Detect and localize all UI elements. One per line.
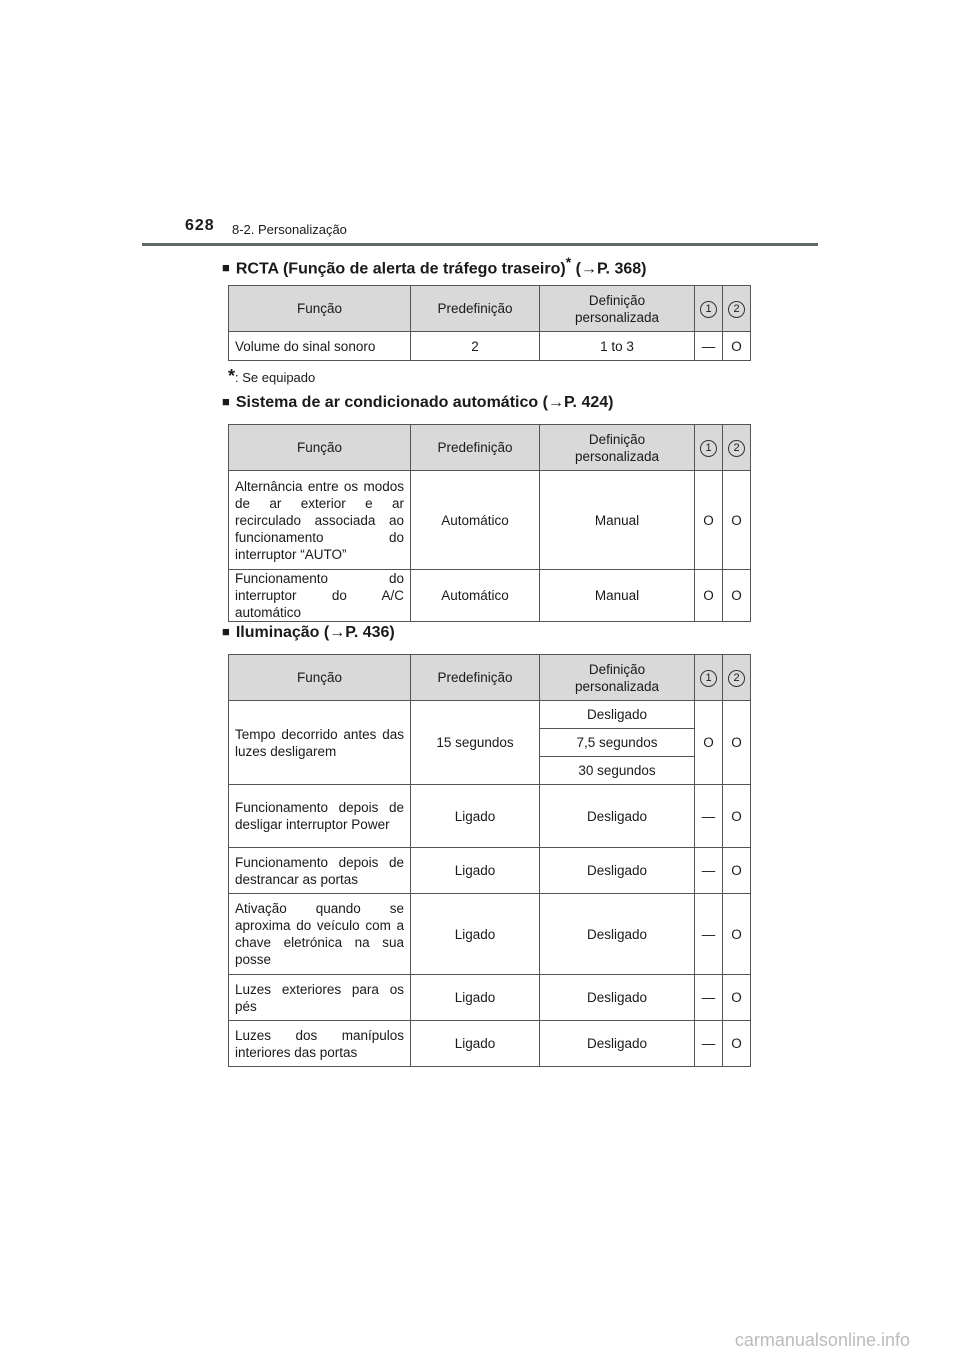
method2-icon: 2 <box>728 440 745 457</box>
cell-function: Volume do sinal sonoro <box>229 332 411 361</box>
cell-method2: O <box>723 848 751 894</box>
table-row <box>229 701 751 729</box>
col-header-method1 <box>695 425 723 471</box>
heading-ac-ref[interactable]: (→P. 424) <box>542 394 614 411</box>
cell-method1: — <box>695 894 723 975</box>
cell-custom: 30 segundos <box>540 757 695 785</box>
cell-method1: — <box>695 332 723 361</box>
cell-method2: O <box>723 701 751 785</box>
table-row <box>229 975 751 1021</box>
bullet-icon: ■ <box>222 260 230 276</box>
table-row <box>229 570 751 622</box>
table-rcta <box>228 285 751 361</box>
cell-default: 2 <box>411 332 540 361</box>
table-row <box>229 848 751 894</box>
cell-method2: O <box>723 332 751 361</box>
table-ac <box>228 424 751 622</box>
heading-lighting-ref[interactable]: (→P. 436) <box>323 624 395 641</box>
cell-custom: Desligado <box>540 1021 695 1067</box>
cell-custom: Desligado <box>540 785 695 848</box>
cell-custom: Desligado <box>540 701 695 729</box>
cell-function: Funcionamento depois de destrancar as portas <box>229 848 411 894</box>
cell-custom: Desligado <box>540 975 695 1021</box>
col-header-custom: Definição personalizada <box>540 425 695 471</box>
cell-method2: O <box>723 1021 751 1067</box>
cell-method1: — <box>695 848 723 894</box>
col-header-method2 <box>723 286 751 332</box>
cell-function: Luzes exteriores para os pés <box>229 975 411 1021</box>
col-header-function: Função <box>229 655 411 701</box>
cell-method1: — <box>695 785 723 848</box>
col-header-default: Predefinição <box>411 286 540 332</box>
col-header-default: Predefinição <box>411 655 540 701</box>
page-number: 628 <box>185 217 215 234</box>
cell-default: 15 segundos <box>411 701 540 785</box>
col-header-custom: Definição personalizada <box>540 655 695 701</box>
col-header-default: Predefinição <box>411 425 540 471</box>
cell-default: Ligado <box>411 975 540 1021</box>
footnote-text: : Se equipado <box>235 370 316 385</box>
table-row <box>229 471 751 570</box>
bullet-icon: ■ <box>222 394 230 409</box>
footnote <box>228 366 315 387</box>
col-header-method1 <box>695 655 723 701</box>
cell-custom: 7,5 segundos <box>540 729 695 757</box>
cell-default: Ligado <box>411 1021 540 1067</box>
cell-custom: 1 to 3 <box>540 332 695 361</box>
heading-lighting-title: Iluminação <box>235 624 320 641</box>
cell-method1: — <box>695 1021 723 1067</box>
table-row <box>229 1021 751 1067</box>
col-header-custom: Definição personalizada <box>540 286 695 332</box>
table-row <box>229 332 751 361</box>
method1-icon: 1 <box>700 670 717 687</box>
table-row <box>229 785 751 848</box>
cell-method2: O <box>723 975 751 1021</box>
col-header-method2 <box>723 425 751 471</box>
cell-method1: — <box>695 975 723 1021</box>
cell-function: Funcionamento depois de desligar interruptor Power <box>229 785 411 848</box>
method2-icon: 2 <box>728 670 745 687</box>
footer-watermark: carmanualsonline.info <box>734 1330 910 1350</box>
asterisk-marker: * <box>565 254 572 270</box>
col-header-function: Função <box>229 425 411 471</box>
heading-rcta-title: RCTA (Função de alerta de tráfego traseiro) <box>235 260 566 278</box>
col-header-method2 <box>723 655 751 701</box>
heading-ac-title: Sistema de ar condicionado automático <box>235 394 539 411</box>
method1-icon: 1 <box>700 301 717 318</box>
cell-method2: O <box>723 785 751 848</box>
header-divider <box>142 243 818 246</box>
method1-icon: 1 <box>700 440 717 457</box>
cell-default: Automático <box>411 570 540 622</box>
heading-rcta <box>222 254 646 278</box>
heading-ac <box>222 394 613 412</box>
col-header-function: Função <box>229 286 411 332</box>
table-row <box>229 894 751 975</box>
heading-lighting <box>222 624 395 642</box>
cell-function: Ativação quando se aproxima do veículo com a chave eletrónica na sua posse <box>229 894 411 975</box>
cell-function: Alternância entre os modos de ar exterior e ar recirculado associada ao funcionamento do interruptor “AUTO” <box>229 471 411 570</box>
table-lighting <box>228 654 751 1067</box>
method2-icon: 2 <box>728 301 745 318</box>
cell-default: Ligado <box>411 848 540 894</box>
cell-method1: O <box>695 701 723 785</box>
col-header-method1 <box>695 286 723 332</box>
cell-default: Ligado <box>411 785 540 848</box>
cell-method2: O <box>723 570 751 622</box>
cell-default: Automático <box>411 471 540 570</box>
cell-method2: O <box>723 471 751 570</box>
cell-custom: Manual <box>540 471 695 570</box>
cell-function: Tempo decorrido antes das luzes desligarem <box>229 701 411 785</box>
cell-method1: O <box>695 570 723 622</box>
cell-default: Ligado <box>411 894 540 975</box>
cell-method2: O <box>723 894 751 975</box>
cell-method1: O <box>695 471 723 570</box>
cell-custom: Desligado <box>540 848 695 894</box>
bullet-icon: ■ <box>222 624 230 639</box>
cell-function: Funcionamento do interruptor do A/C automático <box>229 570 411 622</box>
section-title: 8-2. Personalização <box>232 222 347 237</box>
cell-custom: Desligado <box>540 894 695 975</box>
heading-rcta-ref[interactable]: (→P. 368) <box>575 260 647 278</box>
cell-function: Luzes dos manípulos interiores das portas <box>229 1021 411 1067</box>
cell-custom: Manual <box>540 570 695 622</box>
footnote-asterisk: * <box>228 366 236 386</box>
